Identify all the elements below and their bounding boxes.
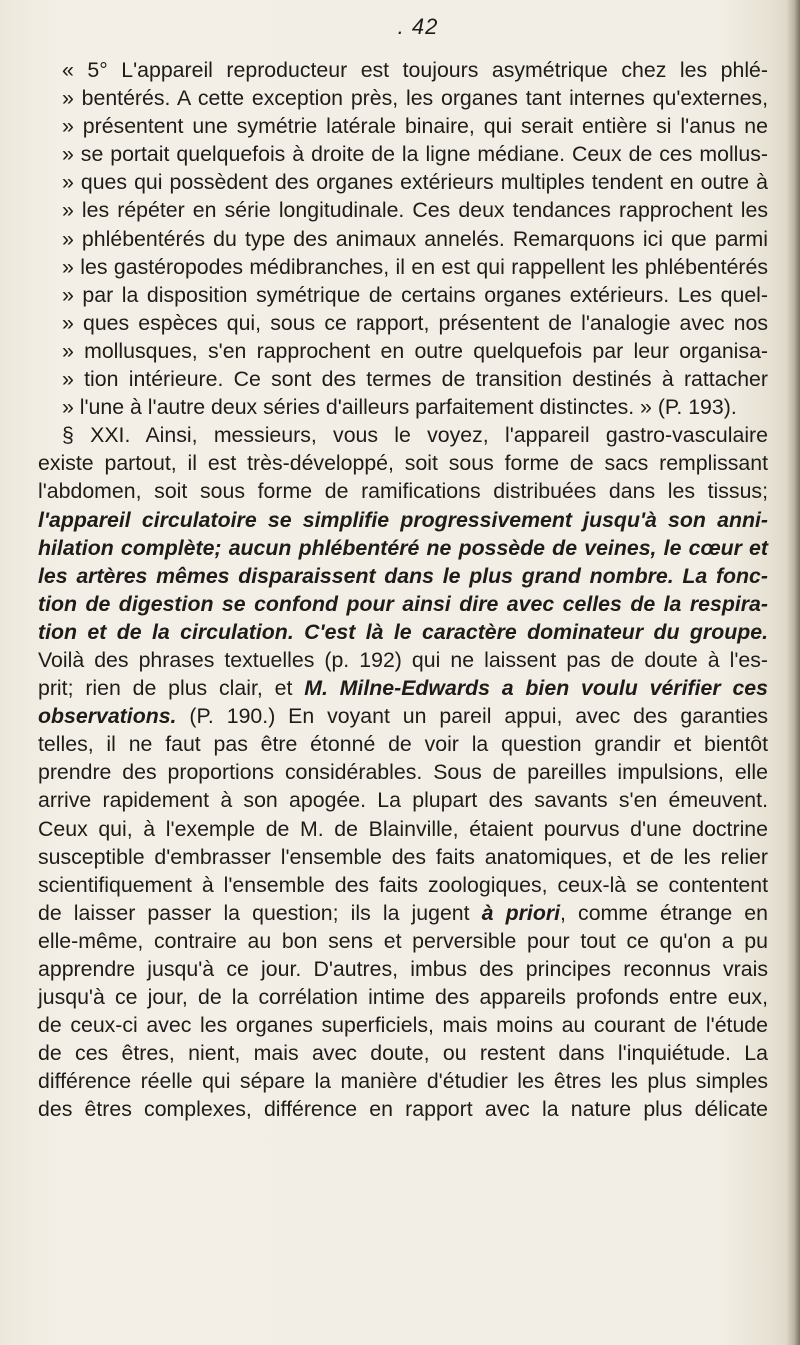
text-line [38,674,768,702]
page-edge-shadow [786,0,800,1345]
text-line: » par la disposition symétrique de certains organes extérieurs. Les quel- [62,282,768,307]
text-line: § XXI. Ainsi, messieurs, vous le voyez, l'appareil gastro-vasculaire [62,423,768,448]
text-line: telles, il ne faut pas être étonné de voir la question grandir et bientôt [38,732,768,757]
text-line: elle-même, contraire au bon sens et perversible pour tout ce qu'on a pu [38,928,768,953]
text-run: à priori [481,900,561,925]
text-run: M. Milne-Edwards a bien voulu vérifier ces [304,676,768,701]
text-line: » ques espèces qui, sous ce rapport, présentent de l'analogie avec nos [62,310,768,335]
text-line: jusqu'à ce jour, de la corrélation intime des appareils profonds entre eux, [38,985,768,1010]
text-line: » bentérés. A cette exception près, les organes tant internes qu'externes, [62,86,768,111]
text-line: arrive rapidement à son apogée. La plupart des savants s'en émeuvent. [38,788,768,813]
text-line: » tion intérieure. Ce sont des termes de transition destinés à rattacher [62,367,768,392]
text-line: de ces êtres, nient, mais avec doute, ou restent dans l'inquiétude. La [38,1041,768,1066]
text-line: des êtres complexes, différence en rapport avec la nature plus délicate [38,1097,768,1122]
text-run: (P. 190.) En voyant un pareil appui, avec des garanties [176,704,768,729]
text-line: » ques qui possèdent des organes extérieurs multiples tendent en outre à [62,170,768,195]
text-line: prendre des proportions considérables. Sous de pareilles impulsions, elle [38,760,768,785]
text-line: les artères mêmes disparaissent dans le plus grand nombre. La fonc- [38,563,768,588]
text-line: différence réelle qui sépare la manière d'étudier les êtres les plus simples [38,1069,768,1094]
text-line: l'appareil circulatoire se simplifie progressivement jusqu'à son anni- [38,507,768,532]
text-line: l'abdomen, soit sous forme de ramifications distribuées dans les tissus; [38,479,768,504]
text-line [38,899,768,927]
text-run: prit; rien de plus clair, et [38,676,305,701]
text-line: « 5° L'appareil reproducteur est toujours asymétrique chez les phlé- [62,58,768,82]
text-line: Voilà des phrases textuelles (p. 192) qui ne laissent pas de doute à l'es- [38,647,768,672]
text-line: » les gastéropodes médibranches, il en est qui rappellent les phlébentérés [62,254,768,279]
text-line: » présentent une symétrie latérale binaire, qui serait entière si l'anus ne [62,114,768,139]
text-line: » mollusques, s'en rapprochent en outre quelquefois par leur organisa- [62,338,768,363]
text-line: tion et de la circulation. C'est là le caractère dominateur du groupe. [38,619,768,644]
text-line: » l'une à l'autre deux séries d'ailleurs parfaitement distinctes. » (P. 193). [62,395,737,420]
text-run: observations. [38,704,177,729]
text-line: existe partout, il est très-développé, soit sous forme de sacs remplissant [38,451,768,476]
text-line: » se portait quelquefois à droite de la ligne médiane. Ceux de ces mollus- [62,142,768,167]
text-line: apprendre jusqu'à ce jour. D'autres, imbus des principes reconnus vrais [38,957,768,981]
text-line [38,702,768,730]
text-line: Ceux qui, à l'exemple de M. de Blainville, étaient pourvus d'une doctrine [38,816,768,841]
text-line: tion de digestion se confond pour ainsi dire avec celles de la respira- [38,591,768,616]
text-run: , comme étrange en [560,900,768,925]
text-line: » les répéter en série longitudinale. Ces deux tendances rapprochent les [62,198,768,223]
page-number: . 42 [397,14,439,39]
text-line: susceptible d'embrasser l'ensemble des faits anatomiques, et de les relier [38,844,768,869]
text-line: hilation complète; aucun phlébentéré ne possède de veines, le cœur et [38,535,768,560]
text-run: de laisser passer la question; ils la jugent [38,900,482,925]
text-line: de ceux-ci avec les organes superficiels, mais moins au courant de l'étude [38,1013,768,1038]
body-text [38,56,768,1124]
text-line: » phlébentérés du type des animaux annelés. Remarquons ici que parmi [62,226,768,251]
text-line: scientifiquement à l'ensemble des faits zoologiques, ceux-là se contentent [38,872,768,897]
